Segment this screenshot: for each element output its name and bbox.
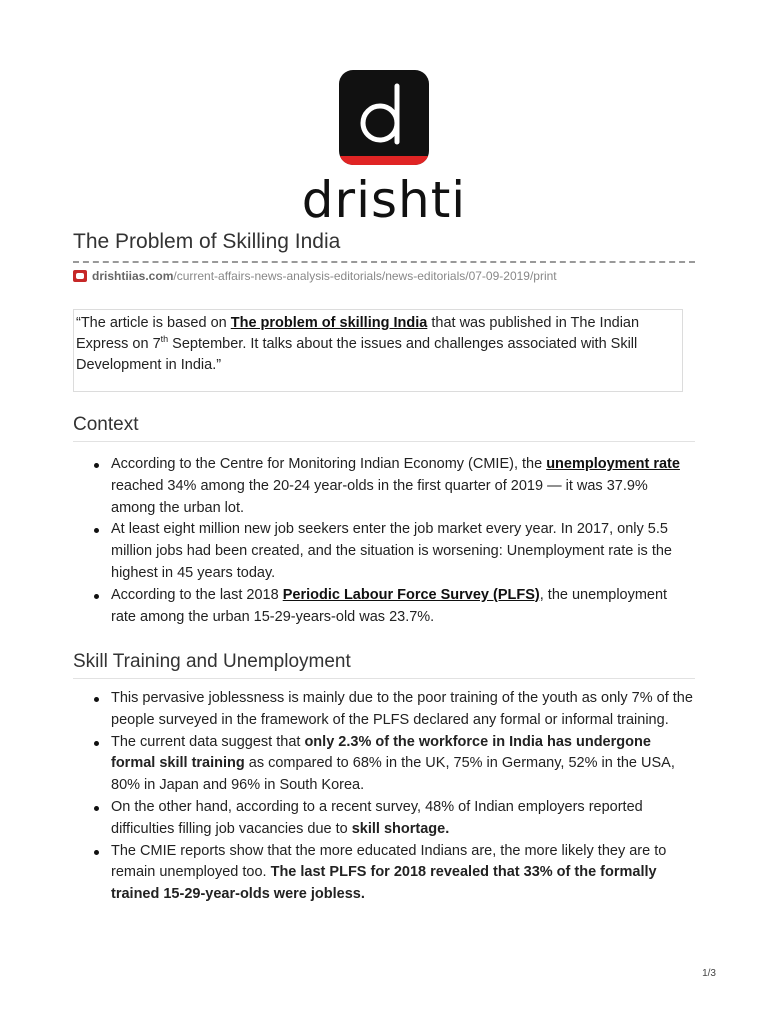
list-item-bold-text: only 2.3% of the workforce in India has undergone formal skill training: [111, 733, 651, 772]
logo-icon: [339, 70, 429, 165]
list-item-text: The current data suggest that: [111, 733, 305, 750]
source-link[interactable]: [73, 269, 557, 283]
list-item-text: On the other hand, according to a recent survey, 48% of Indian employers reported difficulties filling job vacancies due to: [111, 798, 643, 837]
list-item: [111, 797, 695, 841]
brand-name: drishti: [301, 171, 467, 229]
logo-accent-bar: [339, 156, 429, 165]
skill-training-list: [73, 688, 695, 906]
unemployment-rate-link[interactable]: unemployment rate: [546, 456, 680, 472]
list-item-text: as compared to 68% in the UK, 75% in Germany, 52% in the USA, 80% in Japan and 96% in South Korea.: [111, 755, 675, 794]
quote-text-3: September. It talks about the issues and challenges associated with Skill Development in India.”: [76, 336, 638, 373]
quote-article-link[interactable]: The problem of skilling India: [230, 315, 428, 331]
source-path[interactable]: /current-affairs-news-analysis-editorials/news-editorials/07-09-2019/print: [173, 269, 557, 283]
list-item-text: reached 34% among the 20-24 year-olds in the first quarter of 2019 — it was 37.9% among the urban lot.: [111, 477, 648, 516]
list-item: [111, 519, 695, 584]
source-host[interactable]: drishtiias.com: [92, 269, 174, 283]
list-item-text: , the unemployment rate among the urban 15-29-years-old was 23.7%.: [111, 586, 668, 625]
list-item: [111, 732, 695, 797]
list-item-text: The CMIE reports show that the more educated Indians are, the more likely they are to remain unemployed too.: [111, 842, 667, 881]
brand-logo: [0, 70, 768, 228]
list-item-text: According to the last 2018: [111, 586, 283, 603]
site-favicon-icon: [73, 270, 87, 282]
quote-text-2: that was published in The Indian Express on 7: [76, 315, 640, 352]
skill-training-heading: Skill Training and Unemployment: [73, 651, 695, 679]
quote-text-1: “The article is based on: [76, 315, 231, 331]
context-heading: Context: [73, 414, 695, 442]
list-item: [111, 841, 695, 906]
list-item: [111, 585, 695, 629]
list-item-bold-text: skill shortage.: [351, 820, 450, 837]
article-quote-box: [73, 309, 683, 392]
list-item-bold-text: The last PLFS for 2018 revealed that 33% of the formally trained 15-29-year-olds were jobless.: [111, 864, 657, 903]
list-item-text: At least eight million new job seekers enter the job market every year. In 2017, only 5.5 million jobs had been created, and the situation is worsening: Unemployment rate is the highest in 45 years today.: [111, 521, 672, 581]
quote-superscript: th: [160, 334, 169, 345]
title-divider: [73, 261, 695, 263]
plfs-link[interactable]: Periodic Labour Force Survey (PLFS): [282, 586, 540, 603]
list-item: [111, 688, 695, 732]
page-title: The Problem of Skilling India: [73, 230, 341, 253]
list-item: [111, 454, 695, 519]
page-number: 1/3: [702, 968, 716, 979]
list-item-text: According to the Centre for Monitoring Indian Economy (CMIE), the: [111, 456, 547, 472]
context-list: [73, 454, 695, 628]
list-item-text: This pervasive joblessness is mainly due to the poor training of the youth as only 7% of the people surveyed in the framework of the PLFS declared any formal or informal training.: [111, 690, 693, 728]
